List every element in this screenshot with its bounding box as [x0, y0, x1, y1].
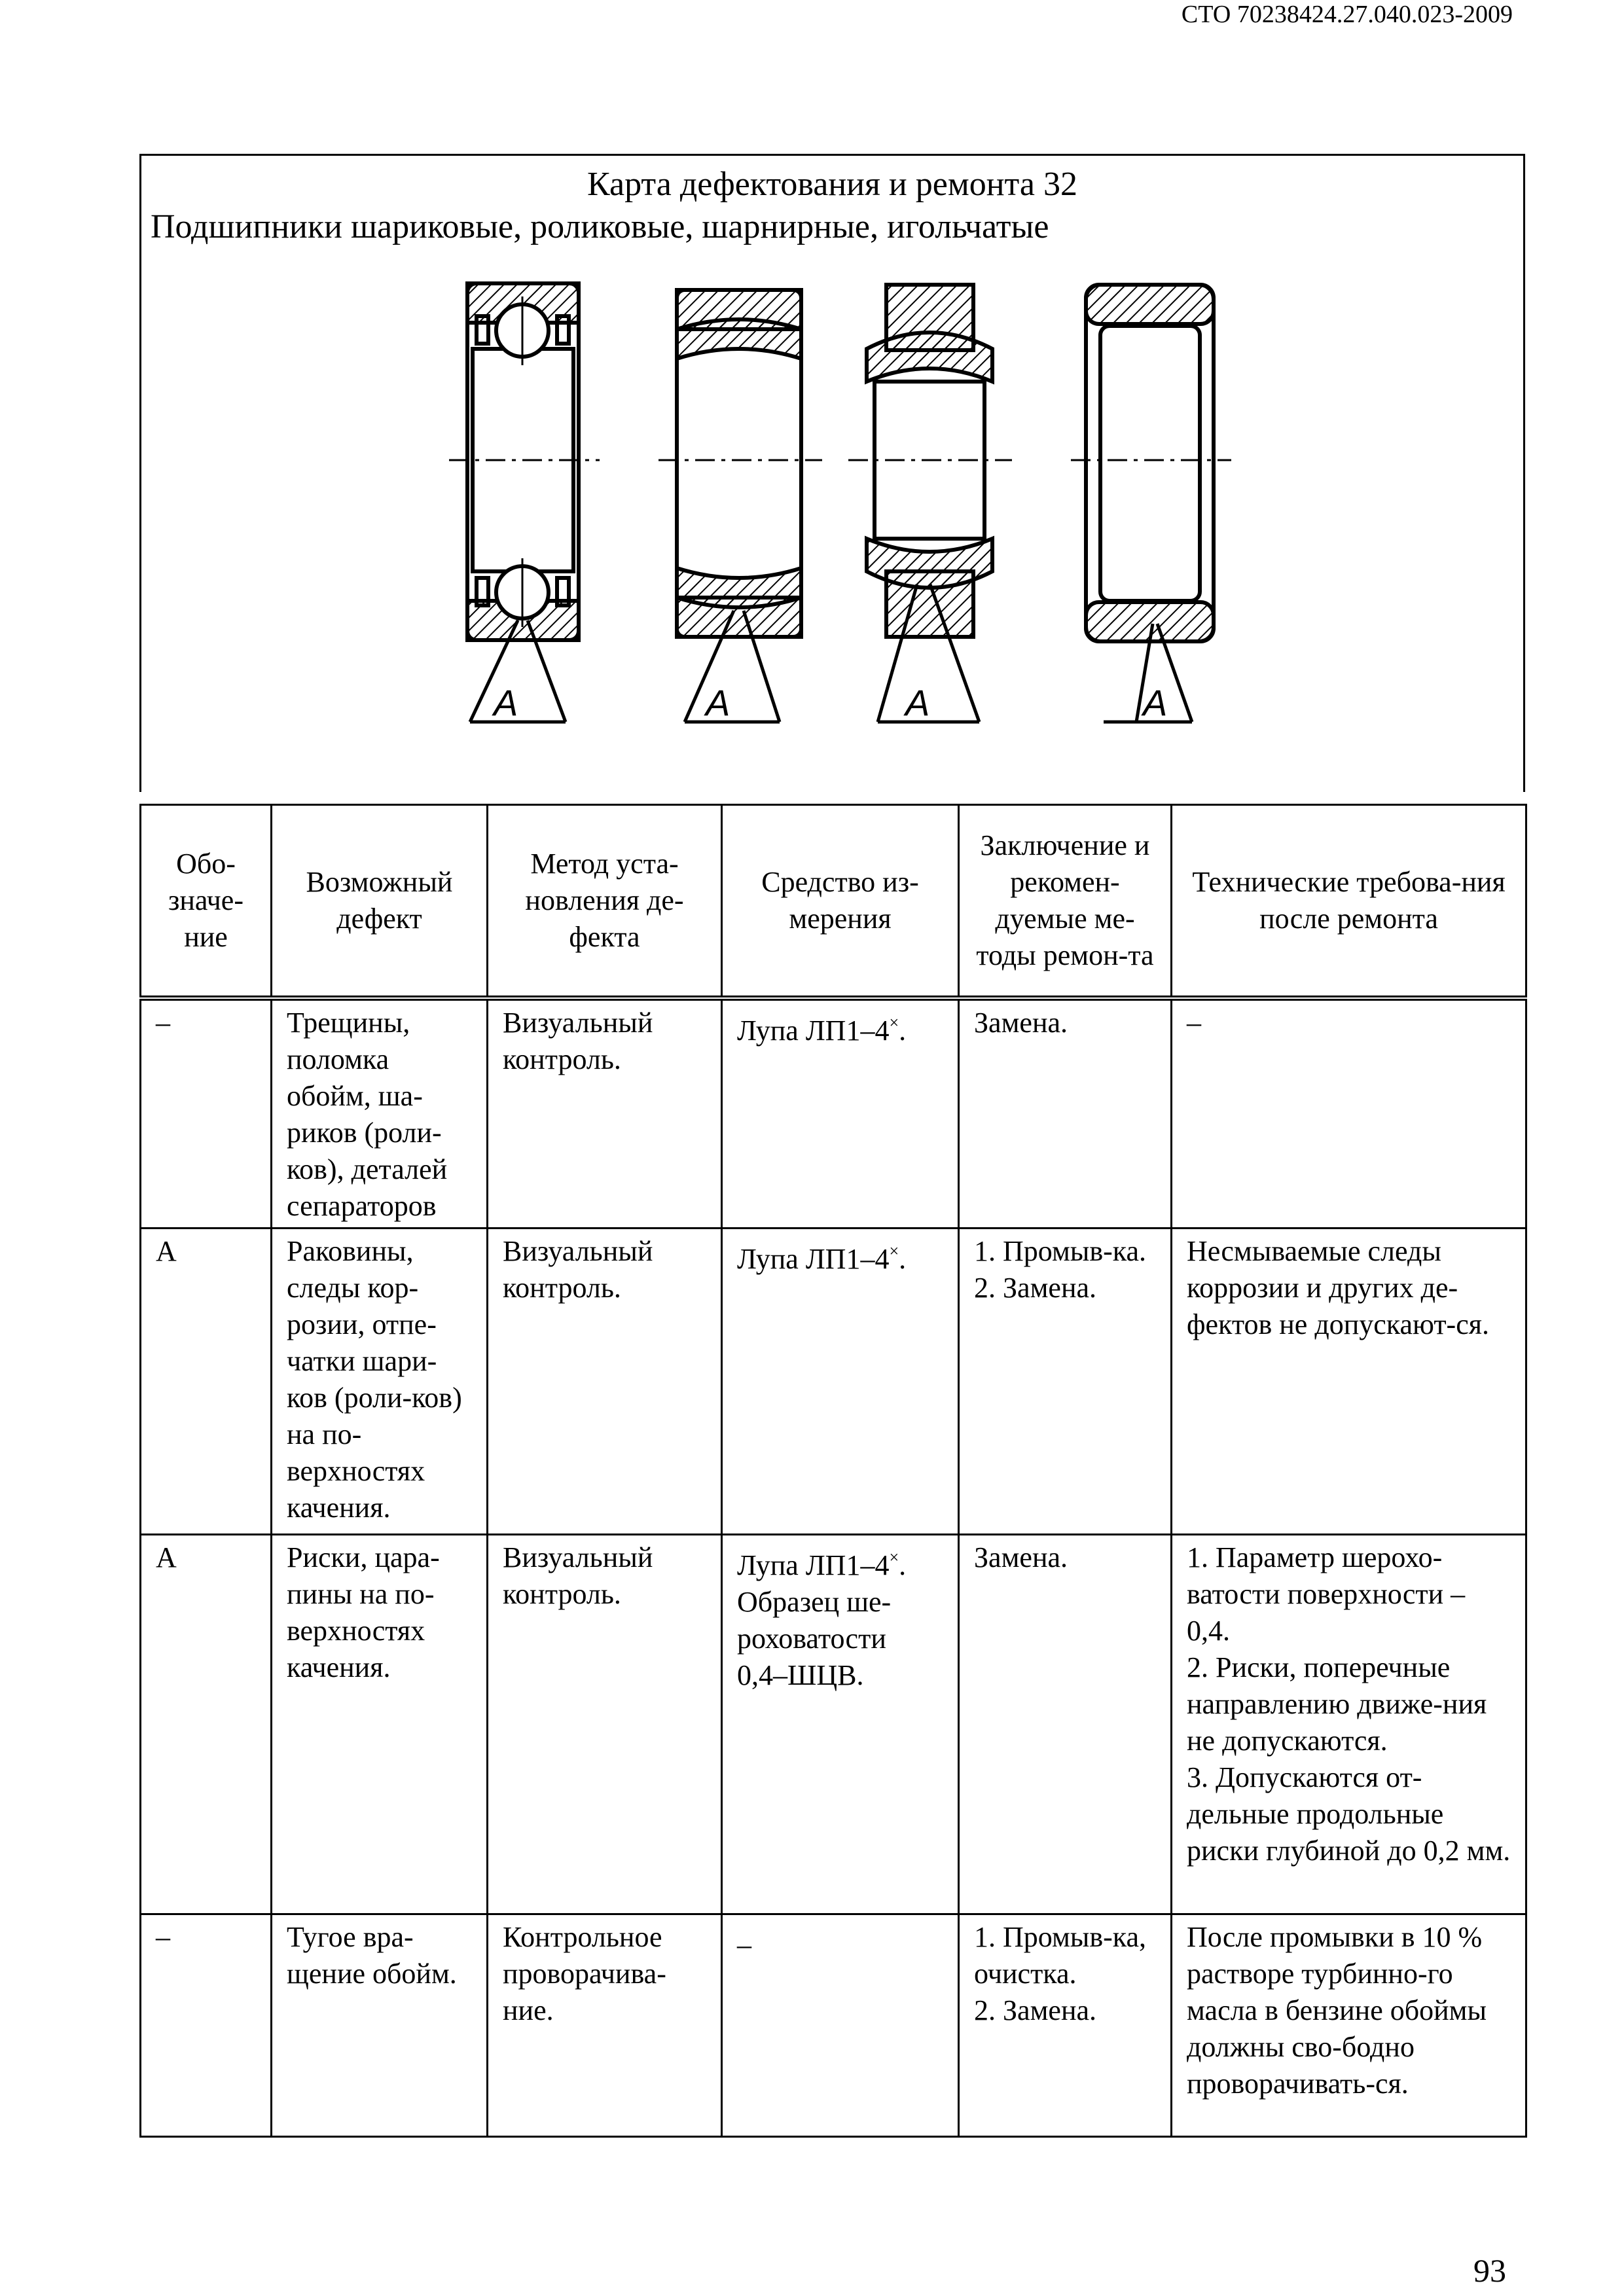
requirements-text: –	[1187, 1007, 1201, 1039]
designation-text: –	[156, 1921, 170, 1953]
tool-magnification-mark: ×	[889, 1242, 899, 1261]
cell-requirements	[1172, 1229, 1526, 1535]
header-conclusion: Заключение и рекомен-дуемые ме-тоды ремон-та	[959, 805, 1172, 999]
requirements-text: Несмываемые следы коррозии и других де-фектов не допускают-ся.	[1187, 1235, 1489, 1340]
cell-requirements	[1172, 1535, 1526, 1914]
header-requirements: Технические требова-ния после ремонта	[1172, 805, 1526, 999]
cell-tool	[722, 1535, 959, 1914]
table-row	[141, 1914, 1526, 2137]
cell-requirements	[1172, 1914, 1526, 2137]
table-header-row	[141, 805, 1526, 999]
conclusion-text: 1. Промыв-ка. 2. Замена.	[974, 1235, 1147, 1304]
designation-text: А	[156, 1541, 177, 1573]
cell-designation	[141, 998, 272, 1229]
tool-suffix: . Образец ше-роховатости 0,4–ШЦВ.	[737, 1549, 907, 1691]
card-figure-frame	[139, 154, 1525, 792]
cell-conclusion	[959, 998, 1172, 1229]
cell-conclusion	[959, 1229, 1172, 1535]
defect-text: Тугое вра-щение обойм.	[287, 1921, 457, 1990]
table-row	[141, 1535, 1526, 1914]
header-method: Метод уста-новления де-фекта	[488, 805, 722, 999]
tool-magnification-mark: ×	[889, 1013, 899, 1032]
method-text: Визуальный контроль.	[503, 1541, 653, 1610]
method-text: Визуальный контроль.	[503, 1235, 653, 1304]
spherical-bearing-drawing	[848, 285, 1012, 722]
designation-text: –	[156, 1007, 170, 1039]
ball-bearing-drawing	[449, 283, 600, 722]
designation-text: А	[156, 1235, 177, 1267]
cell-tool	[722, 1914, 959, 2137]
cell-designation	[141, 1914, 272, 2137]
tool-text: Лупа ЛП1–4	[737, 1549, 890, 1581]
tool-text: Лупа ЛП1–4	[737, 1014, 890, 1047]
tool-text: Лупа ЛП1–4	[737, 1243, 890, 1275]
figure-label-a-1: A	[494, 682, 518, 723]
cell-designation	[141, 1229, 272, 1535]
table-row	[141, 1229, 1526, 1535]
defect-text: Раковины, следы кор-розии, отпе-чатки шари-ков (роли-ков) на по-верхностях качения.	[287, 1235, 462, 1524]
cell-tool	[722, 998, 959, 1229]
header-defect: Возможный дефект	[272, 805, 488, 999]
method-text: Визуальный контроль.	[503, 1007, 653, 1075]
conclusion-text: 1. Промыв-ка, очистка. 2. Замена.	[974, 1921, 1147, 2026]
method-text: Контрольное проворачива-ние.	[503, 1921, 666, 2026]
figure-label-a-2: A	[706, 682, 731, 723]
document-code: СТО 70238424.27.040.023-2009	[1181, 1, 1513, 28]
cell-method	[488, 1535, 722, 1914]
cell-tool	[722, 1229, 959, 1535]
cell-defect	[272, 998, 488, 1229]
header-designation: Обо-значе-ние	[141, 805, 272, 999]
needle-bearing-drawing	[1071, 285, 1231, 722]
card-title: Карта дефектования и ремонта 32	[587, 166, 1077, 203]
cell-defect	[272, 1535, 488, 1914]
figure-label-a-4: A	[1143, 682, 1168, 723]
defect-text: Риски, цара-пины на по-верхностях качения.	[287, 1541, 440, 1683]
requirements-text: 1. Параметр шерохо-ватости поверхности – 0,4. 2. Риски, поперечные направлению движе-ния не допускаются. 3. Допускаются от-дельные продольные риски глубиной до 0,2 мм.	[1187, 1541, 1511, 1867]
conclusion-text: Замена.	[974, 1007, 1068, 1039]
cell-requirements	[1172, 998, 1526, 1229]
requirements-text: После промывки в 10 % растворе турбинно-го масла в бензине обоймы должны сво-бодно проворачивать-ся.	[1187, 1921, 1487, 2100]
cell-method	[488, 1914, 722, 2137]
conclusion-text: Замена.	[974, 1541, 1068, 1573]
header-tool: Средство из-мерения	[722, 805, 959, 999]
tool-magnification-mark: ×	[889, 1548, 899, 1567]
tool-text: –	[737, 1929, 751, 1961]
figure-label-a-3: A	[905, 682, 930, 723]
bearing-drawings	[141, 270, 1527, 794]
tool-suffix: .	[899, 1014, 907, 1047]
cell-method	[488, 1229, 722, 1535]
cell-designation	[141, 1535, 272, 1914]
roller-bearing-drawing	[659, 290, 822, 722]
tool-suffix: .	[899, 1243, 907, 1275]
page-number: 93	[1473, 2252, 1506, 2289]
defect-text: Трещины, поломка обойм, ша-риков (роли-ков), деталей сепараторов	[287, 1007, 448, 1222]
cell-defect	[272, 1229, 488, 1535]
cell-defect	[272, 1914, 488, 2137]
table-row	[141, 998, 1526, 1229]
defect-table	[139, 804, 1527, 2138]
card-subtitle: Подшипники шариковые, роликовые, шарнирные, игольчатые	[151, 208, 1049, 245]
cell-method	[488, 998, 722, 1229]
cell-conclusion	[959, 1535, 1172, 1914]
cell-conclusion	[959, 1914, 1172, 2137]
